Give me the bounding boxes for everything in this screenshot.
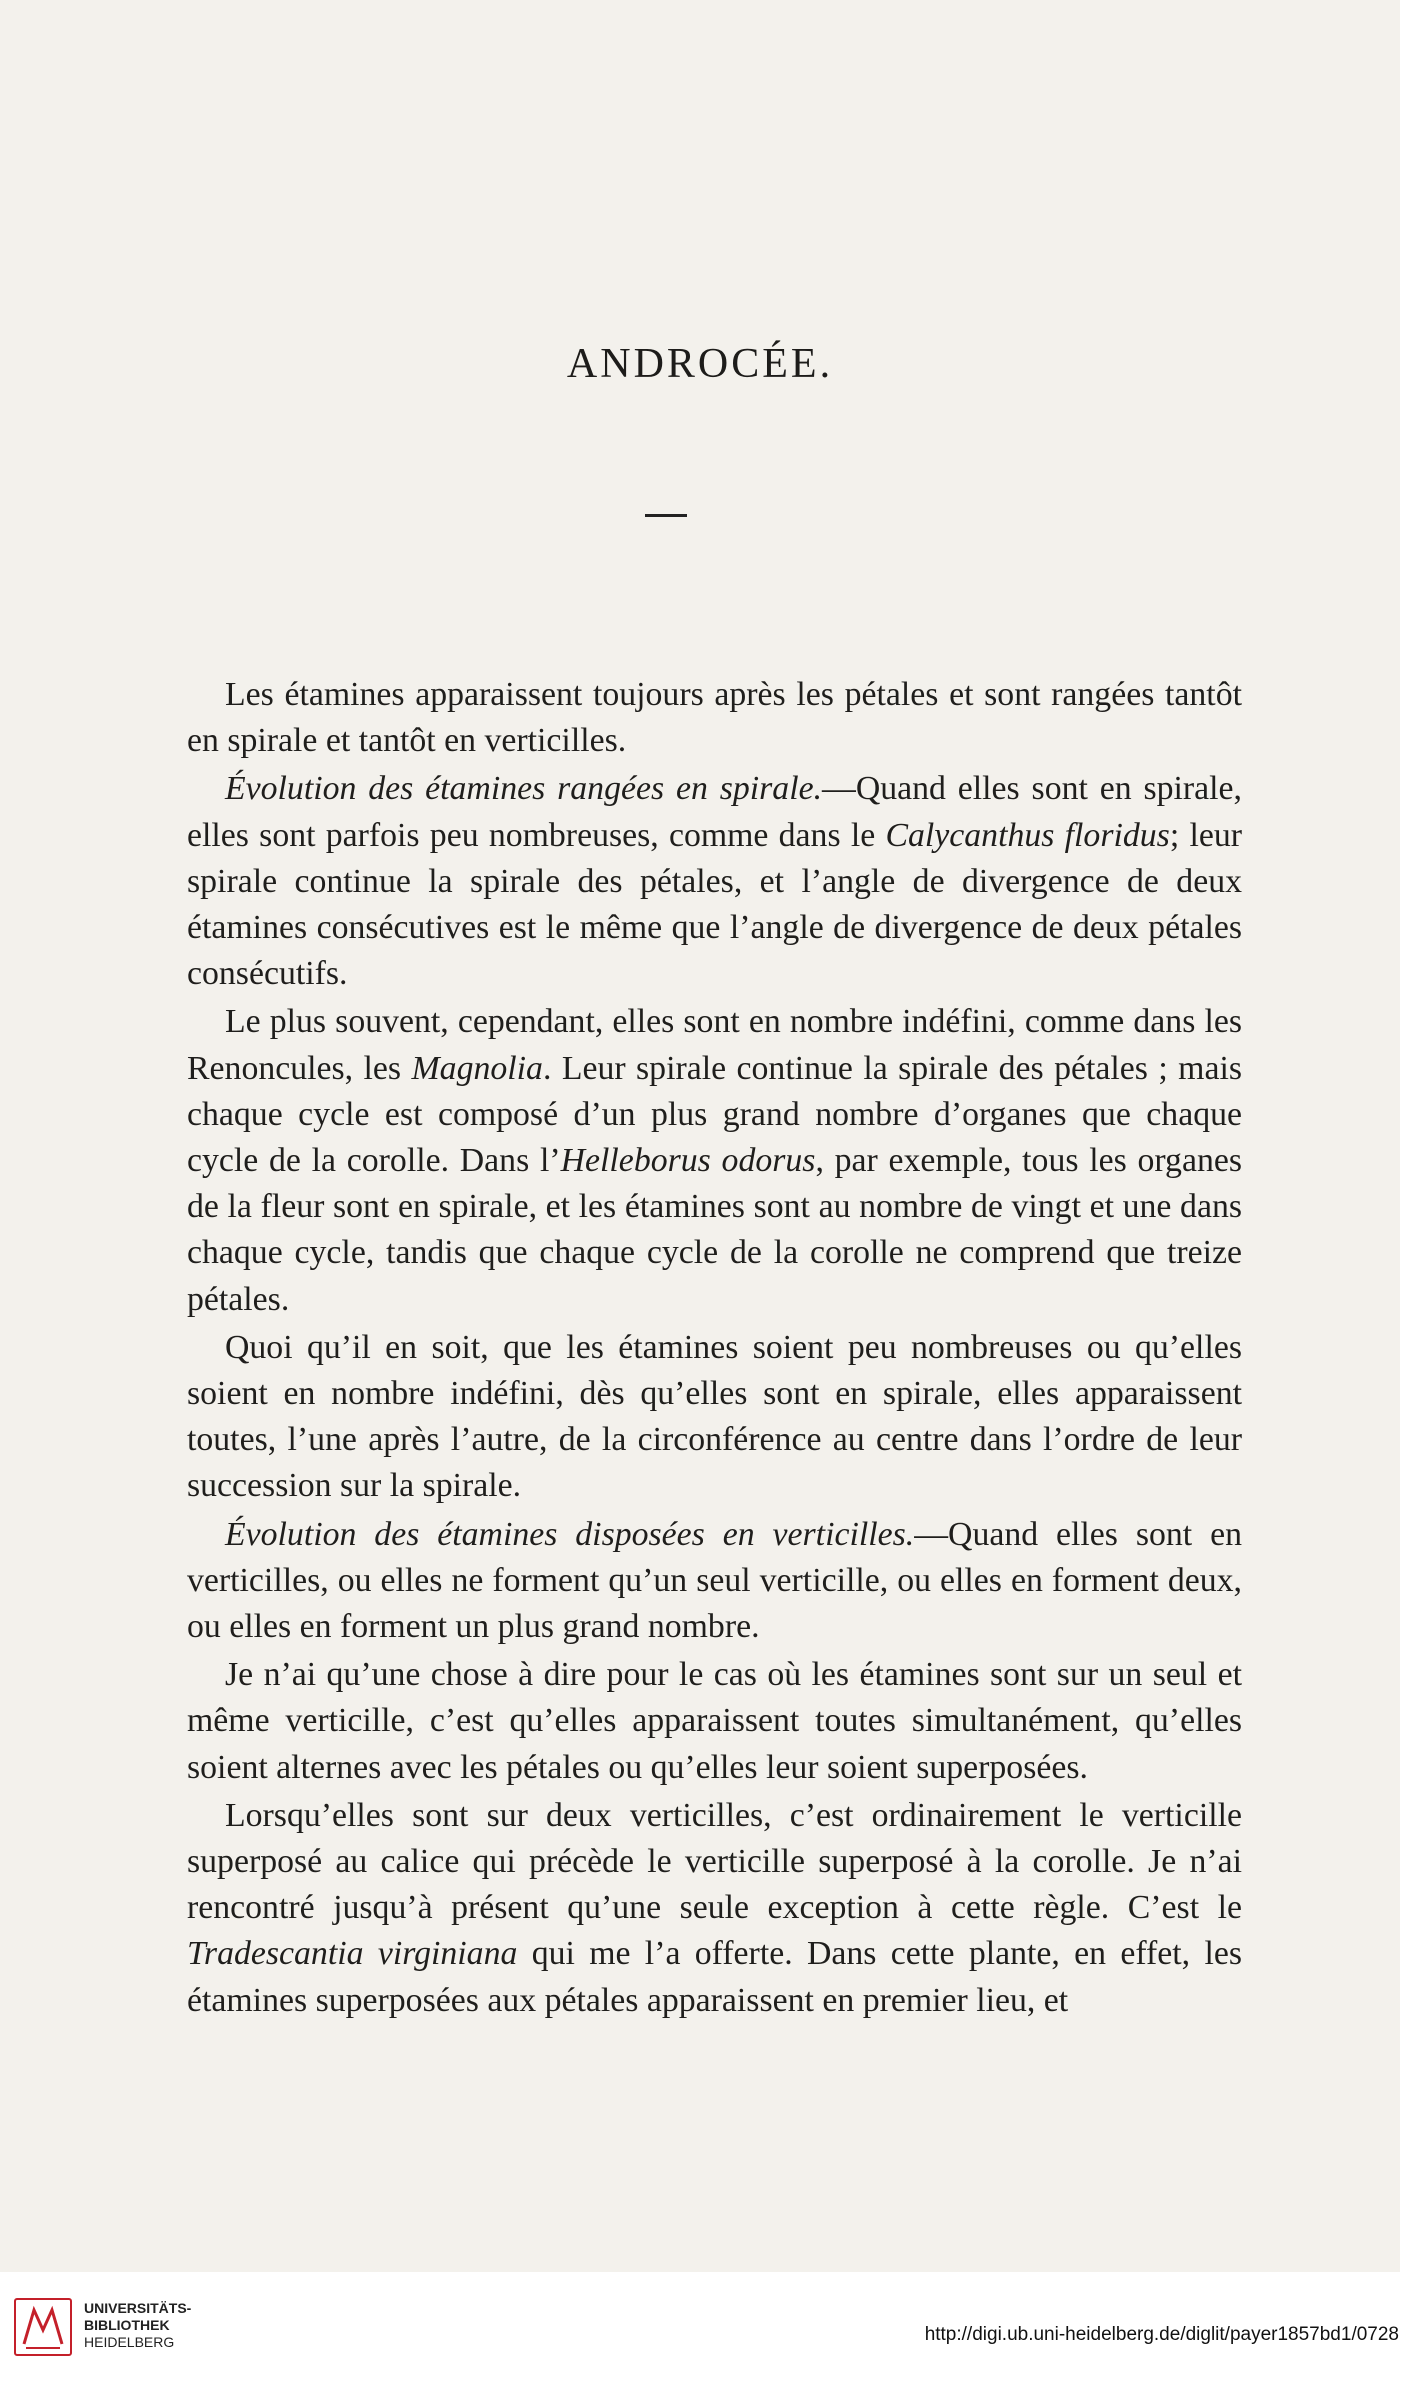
library-emblem-icon xyxy=(14,2298,72,2356)
paragraph: Lorsqu’elles sont sur deux verticilles, c’est ordinairement le verticille superposé au calice qui précède le verticille superposé à la corolle. Je n’ai rencontré jusqu’à présent qu’une seule exception à cette règle. C’est le Tradescantia virginiana qui me l’a offerte. Dans cette plante, en effet, les étamines superposées aux pétales apparaissent en premier lieu, et xyxy=(187,1796,1242,2019)
paragraph-lead: Évolution des étamines disposées en verticilles. xyxy=(225,1515,915,1553)
paragraph: Les étamines apparaissent toujours après les pétales et sont rangées tantôt en spirale et tantôt en verticilles. xyxy=(187,676,1242,760)
page-url-link[interactable]: http://digi.ub.uni-heidelberg.de/diglit/payer1857bd1/0728 xyxy=(924,2324,1399,2345)
paragraph: Le plus souvent, cependant, elles sont en nombre indéfini, comme dans les Renoncules, les Magnolia. Leur spirale continue la spirale des pétales ; mais chaque cycle est composé d’un plus grand nombre d’organes que chaque cycle de la corolle. Dans l’Helleborus odorus, par exemple, tous les organes de la fleur sont en spirale, et les étamines sont au nombre de vingt et une dans chaque cycle, tandis que chaque cycle de la corolle ne comprend que treize pétales. xyxy=(187,1003,1243,1318)
paragraph: Quoi qu’il en soit, que les étamines soient peu nombreuses ou qu’elles soient en nombre indéfini, dès qu’elles sont en spirale, elles apparaissent toutes, l’une après l’autre, de la circonférence au centre dans l’ordre de leur succession sur la spirale. xyxy=(187,1328,1242,1505)
library-name: UNIVERSITÄTS- BIBLIOTHEK HEIDELBERG xyxy=(84,2300,192,2350)
species-name: Calycanthus floridus xyxy=(885,816,1170,854)
section-heading: ANDROCÉE. xyxy=(566,341,834,387)
paragraph: Évolution des étamines disposées en verticilles.—Quand elles sont en verticilles, ou elles ne forment qu’un seul verticille, ou elles en forment deux, ou elles en forment un plus grand nombre. xyxy=(187,1515,1242,1646)
species-name: Tradescantia virginiana xyxy=(187,1935,518,1973)
species-name: Helleborus odorus xyxy=(560,1142,816,1180)
paragraph: Évolution des étamines rangées en spirale.—Quand elles sont en spirale, elles sont parfois peu nombreuses, comme dans le Calycanthus floridus; leur spirale continue la spirale des pétales, et l’angle de divergence de deux étamines consécutives est le même que l’angle de divergence de deux pétales consécutifs. xyxy=(187,770,1242,993)
paragraph: Je n’ai qu’une chose à dire pour le cas où les étamines sont sur un seul et même verticille, c’est qu’elles apparaissent toutes simultanément, qu’elles soient alternes avec les pétales ou qu’elles leur soient superposées. xyxy=(187,1656,1242,1786)
body-text xyxy=(187,672,1242,2024)
genus-name: Magnolia xyxy=(411,1049,543,1087)
heading-rule xyxy=(645,514,687,517)
library-logo[interactable] xyxy=(14,2294,214,2364)
paragraph-lead: Évolution des étamines rangées en spirale. xyxy=(225,770,823,808)
footer-bar xyxy=(0,2272,1411,2381)
